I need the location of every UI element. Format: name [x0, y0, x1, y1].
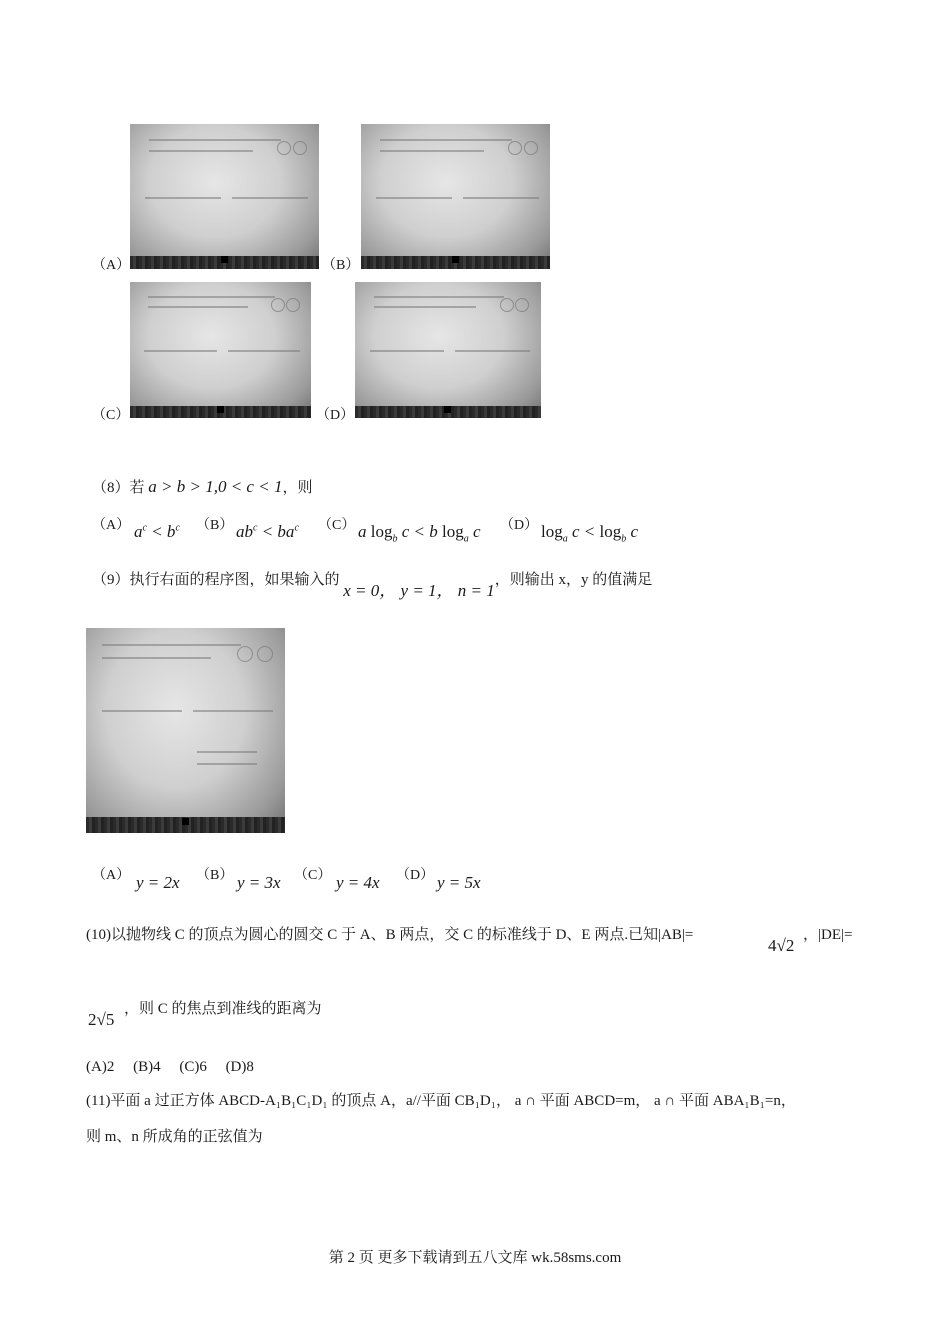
q9-stem-suffix: ，则输出 x，y 的值满足 [494, 572, 653, 588]
q10-de-label: ，|DE|= [803, 927, 853, 943]
q8-stem-suffix: ，则 [282, 480, 313, 496]
q10-line1: (10)以抛物线 C 的顶点为圆心的圆交 C 于 A、B 两点，交 C 的标准线于 D、E 两点.已知|AB|= [86, 927, 694, 943]
q8-option-d-label: （D） [500, 518, 539, 533]
q7-option-c-label: （C） [92, 408, 130, 423]
q7-option-b-image [361, 124, 550, 269]
q8-option-a-label: （A） [92, 518, 131, 533]
q8-option-c-math: a $\log_b c < b$ $\log_a c$ [358, 522, 481, 545]
q7-option-c-image [130, 282, 311, 418]
q7-option-b-label: （B） [322, 258, 360, 273]
q9-stem-math: x = 0， y = 1， n = 1 [343, 581, 495, 600]
q7-option-a-image [130, 124, 319, 269]
q8-option-a-math: $a^c < b^c$ [134, 522, 180, 541]
q7-option-a-label: （A） [92, 258, 131, 273]
q9-option-b-math: y = 3x [237, 873, 281, 892]
q8-stem-prefix: （8）若 [92, 480, 145, 496]
q11-line1: (11)平面 a 过正方体 ABCD-A₁B₁C₁D₁ 的顶点 A，a//平面 CB₁D₁， a ∩ 平面 ABCD=m， a ∩ 平面 ABA₁B₁=n， [86, 1093, 796, 1109]
q9-option-a-label: （A） [92, 868, 131, 883]
q8-option-d-math: $\log_a c < \log_b c$ [541, 522, 639, 545]
q10-ab-value: 4√2 [768, 936, 795, 955]
q8-option-b-math: $ab^c < ba^c$ [236, 522, 299, 541]
q10-de-value: 2√5 [88, 1010, 115, 1029]
q7-option-d-image [355, 282, 541, 418]
q9-option-c-math: y = 4x [336, 873, 380, 892]
q9-option-a-math: y = 2x [136, 873, 180, 892]
q9-flowchart-image [86, 628, 285, 833]
q9-option-d-label: （D） [396, 868, 435, 883]
q9-stem [92, 568, 653, 600]
q9-option-d-math: y = 5x [437, 873, 481, 892]
q9-option-c-label: （C） [294, 868, 332, 883]
q8-option-b-label: （B） [196, 518, 234, 533]
q11-line2: 则 m、n 所成角的正弦值为 [86, 1129, 263, 1145]
q8-stem [92, 476, 312, 499]
q8-stem-math: a > b > 1,0 < c < 1 [148, 477, 283, 496]
q10-options: (A)2 (B)4 (C)6 (D)8 [86, 1059, 254, 1075]
q9-option-b-label: （B） [196, 868, 234, 883]
q9-stem-prefix: （9）执行右面的程序图，如果输入的 [92, 572, 340, 588]
q10-line2-suffix: ，则 C 的焦点到准线的距离为 [124, 1001, 322, 1017]
q8-option-c-label: （C） [318, 518, 356, 533]
page-footer: 第 2 页 更多下载请到五八文库 wk.58sms.com [328, 1250, 622, 1266]
q7-option-d-label: （D） [316, 408, 355, 423]
